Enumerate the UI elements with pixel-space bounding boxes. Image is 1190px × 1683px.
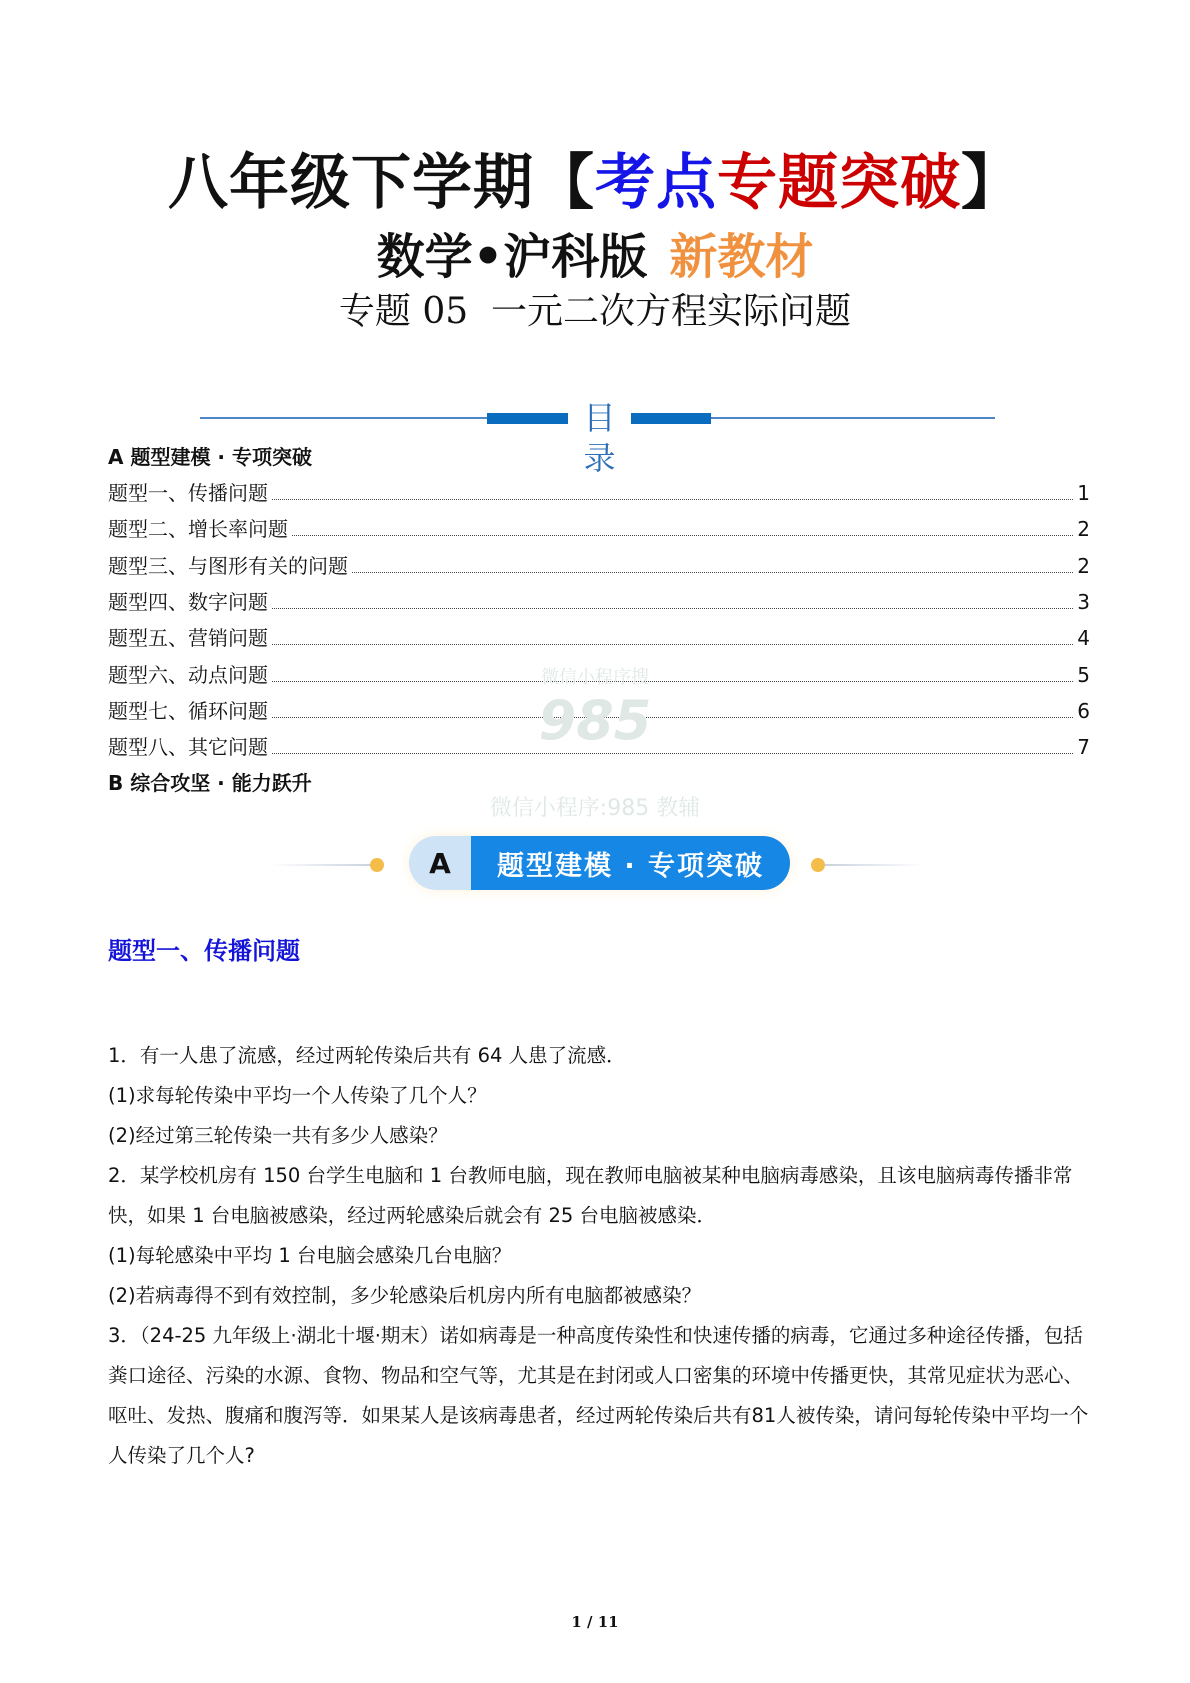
watermark-top: 微信小程序搜 [541,667,649,688]
toc-item-label: 题型七、循环问题 [108,698,268,723]
toc-divider-right [711,417,995,419]
toc-item[interactable] [108,589,1090,615]
question-2-part-2: (2)若病毒得不到有效控制，多少轮感染后机房内所有电脑都被感染？ [108,1284,702,1307]
toc-item-label: 题型三、与图形有关的问题 [108,553,348,578]
toc-leader-dots [272,753,1073,754]
document-title [0,148,1190,218]
toc-item-label: 题型二、增长率问题 [108,517,288,542]
questions [108,1036,1093,1476]
toc-leader-dots [272,499,1073,500]
banner-letter: A [409,836,471,890]
question-1-part-1: (1)求每轮传染中平均一个人传染了几个人？ [108,1084,487,1107]
toc-item-label: 题型八、其它问题 [108,735,268,760]
toc-section-a[interactable]: A 题型建模 · 专项突破 [108,445,312,469]
banner-dot-right [811,858,825,872]
question-1: 1．有一人患了流感，经过两轮传染后共有 64 人患了流感． [108,1044,626,1067]
toc-item[interactable] [108,516,1090,542]
toc-item-label: 题型一、传播问题 [108,481,268,505]
toc-bar-right [631,413,711,424]
toc-bar-left [487,413,568,424]
toc-item-page: 4 [1077,626,1090,651]
banner-text: 题型建模 · 专项突破 [471,836,790,890]
banner-dot-left [370,858,384,872]
title-black: 八年级下学期【 [168,148,595,218]
toc-item-page: 7 [1077,735,1090,760]
toc-item-label: 题型四、数字问题 [108,589,268,614]
subtitle-tag: 新教材 [669,229,814,285]
title-red: 专题突破 [717,148,961,218]
toc-divider-left [200,417,490,419]
watermark-logo: 985 [538,689,652,752]
question-3: 3．（24-25 九年级上·湖北十堰·期末）诺如病毒是一种高度传染性和快速传播的病毒，它通过多种途径传播，包括粪口途径、污染的水源、食物、物品和空气等，尤其是在封闭或人口密集的环境中传播更快，其常见症状为恶心、呕吐、发热、腹痛和腹泻等．如果某人是该病毒患者，经过两轮传染后共有81人被传染，请问每轮传染中平均一个人传染了几个人? [108,1324,1089,1467]
toc-item[interactable] [108,553,1090,579]
toc-item-page: 6 [1077,698,1090,723]
question-2: 2．某学校机房有 150 台学生电脑和 1 台教师电脑，现在教师电脑被某种电脑病毒感染，且该电脑病毒传播非常快，如果 1 台电脑被感染，经过两轮感染后就会有 25 台电脑被感染． [108,1164,1073,1227]
toc-item-label: 题型五、营销问题 [108,626,268,651]
toc-leader-dots [272,644,1073,645]
toc-item-page: 1 [1077,481,1090,505]
toc-leader-dots [352,572,1073,573]
toc-item[interactable] [108,480,1090,506]
page-number: 1 / 11 [571,1613,619,1631]
toc-item-page: 3 [1077,589,1090,614]
toc-leader-dots [272,608,1073,609]
subtitle [0,228,1190,286]
toc-leader-dots [292,535,1073,536]
question-2-part-1: (1)每轮感染中平均 1 台电脑会感染几台电脑？ [108,1244,512,1267]
toc-item-page: 2 [1077,553,1090,578]
section-banner [409,836,790,890]
toc-title: 目录 [583,399,616,477]
toc-section-b[interactable]: B 综合攻坚 · 能力跃升 [108,771,312,795]
banner-line-left [270,864,370,866]
title-close: 】 [961,148,1022,218]
subtitle-text: 数学•沪科版 [376,229,648,285]
toc-item-page: 5 [1077,662,1090,687]
question-1-part-2: (2)经过第三轮传染一共有多少人感染？ [108,1124,448,1147]
toc-item[interactable] [108,625,1090,651]
section-heading: 题型一、传播问题 [108,937,300,965]
toc-item-page: 2 [1077,517,1090,542]
watermark-bottom: 微信小程序:985 教辅 [489,796,701,821]
banner-line-right [825,864,925,866]
toc-item-label: 题型六、动点问题 [108,662,268,687]
topic-title: 专题 05 一元二次方程实际问题 [338,291,852,332]
title-blue: 考点 [595,148,717,218]
